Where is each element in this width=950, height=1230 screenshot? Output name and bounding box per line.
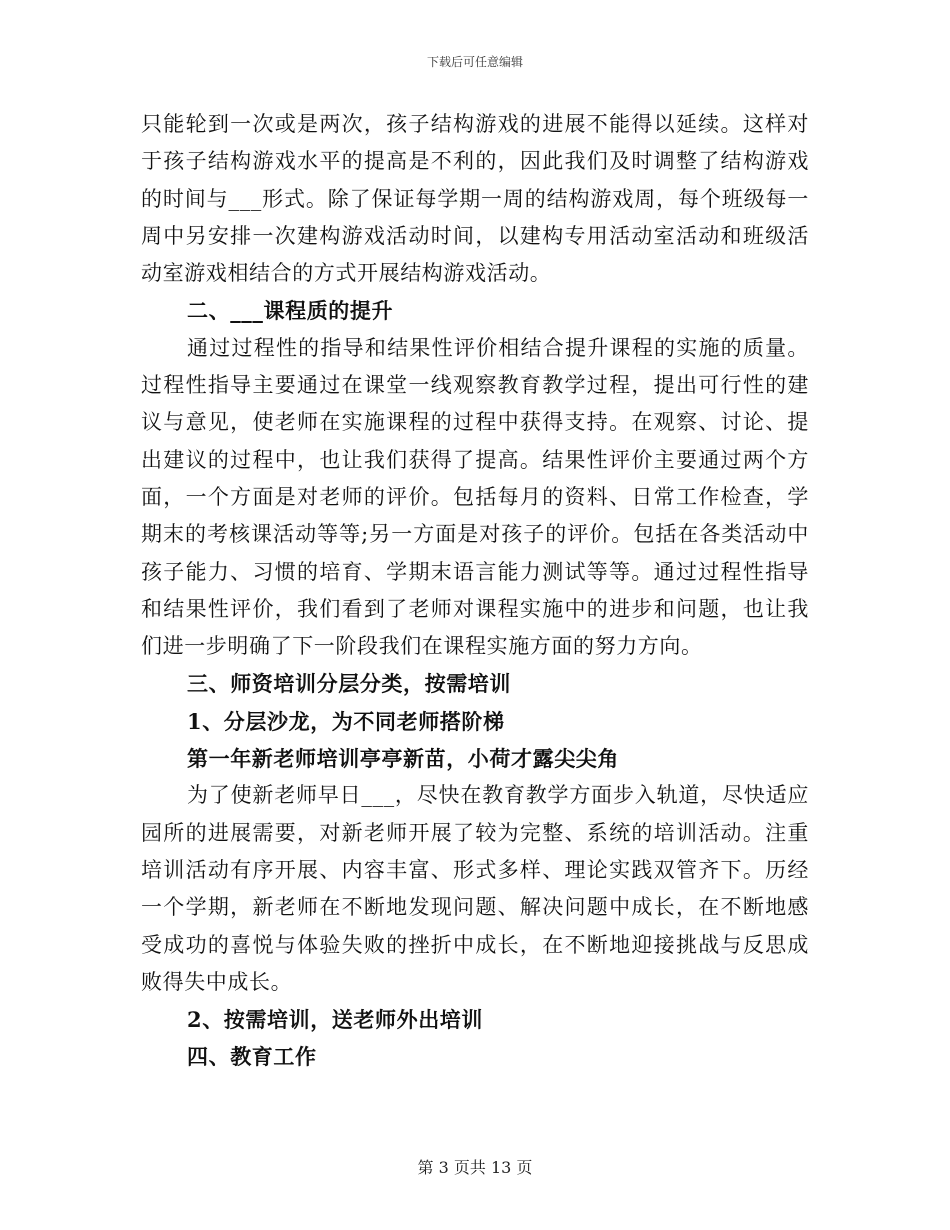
subheading-2: 2、按需培训，送老师外出培训	[187, 1007, 484, 1033]
paragraph-new-teacher-training: 为了使新老师早日___，尽快在教育教学方面步入轨道，尽快适应园所的进展需要，对新老师开展了较为完整、系统的培训活动。注重培训活动有序开展、内容丰富、形式多样、理论实践双管齐下。历经一个学期，新老师在不断地发现问题、解决问题中成长，在不断地感受成功的喜悦与体验失败的挫折中成长，在不断地迎接挑战与反思成败得失中成长。	[141, 783, 809, 994]
subheading-1: 1、分层沙龙，为不同老师搭阶梯	[187, 708, 505, 734]
section-heading-4: 四、教育工作	[187, 1044, 317, 1070]
document-body	[141, 106, 809, 1076]
section-heading-3: 三、师资培训分层分类，按需培训	[187, 671, 511, 697]
page-header: 下载后可任意编辑	[426, 55, 523, 69]
page-footer: 第 3 页共 13 页	[417, 1158, 533, 1177]
paragraph-continuation: 只能轮到一次或是两次，孩子结构游戏的进展不能得以延续。这样对于孩子结构游戏水平的提高是不利的，因此我们及时调整了结构游戏的时间与___形式。除了保证每学期一周的结构游戏周，每个班级每一周中另安排一次建构游戏活动时间，以建构专用活动室活动和班级活动室游戏相结合的方式开展结构游戏活动。	[141, 112, 809, 286]
section-heading-2: 二、___课程质的提升	[187, 298, 394, 324]
paragraph-course-quality: 通过过程性的指导和结果性评价相结合提升课程的实施的质量。过程性指导主要通过在课堂一线观察教育教学过程，提出可行性的建议与意见，使老师在实施课程的过程中获得支持。在观察、讨论、提出建议的过程中，也让我们获得了提高。结果性评价主要通过两个方面，一个方面是对老师的评价。包括每月的资料、日常工作检查，学期末的考核课活动等等;另一方面是对孩子的评价。包括在各类活动中孩子能力、习惯的培育、学期末语言能力测试等等。通过过程性指导和结果性评价，我们看到了老师对课程实施中的进步和问题，也让我们进一步明确了下一阶段我们在课程实施方面的努力方向。	[141, 335, 809, 659]
subheading-new-teachers: 第一年新老师培训亭亭新苗，小荷才露尖尖角	[187, 746, 619, 772]
